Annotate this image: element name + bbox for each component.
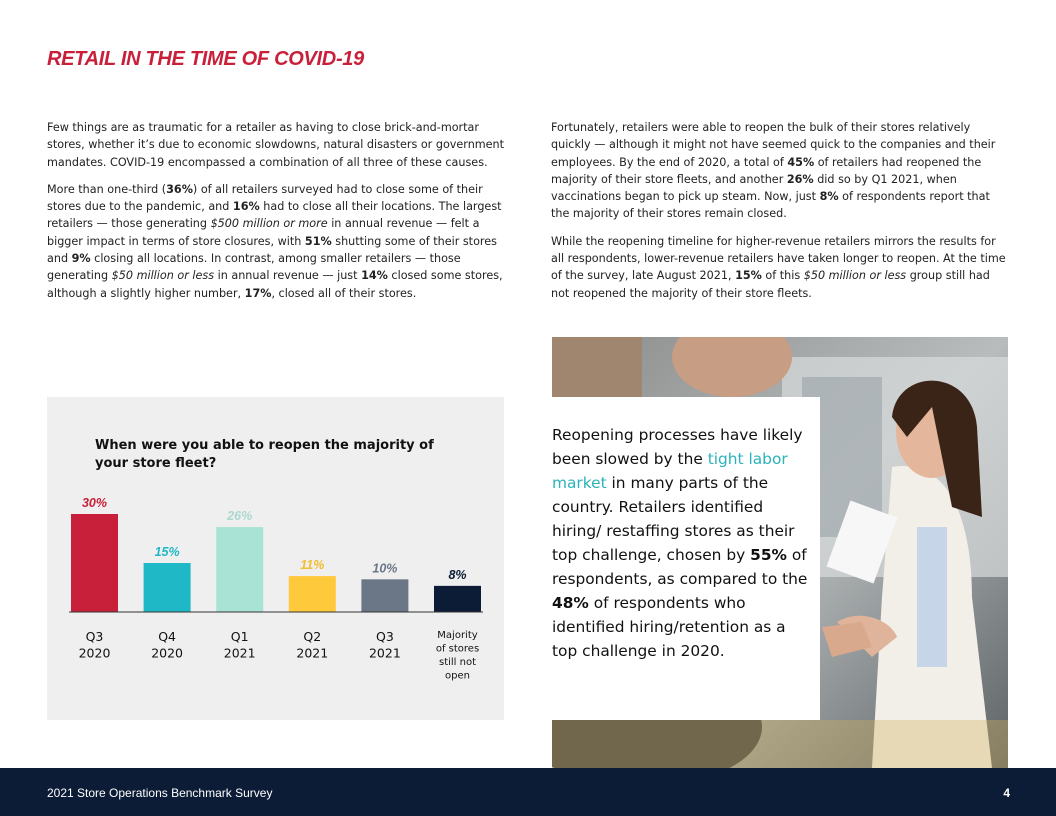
pull-quote: Reopening processes have likely been slowed by the tight labor market in many parts of the country. Retailers identified hiring/ restaffing stores as their top challenge, chosen by 55% of respondents, as compared to the 48% of respondents who identified hiring/retention as a top challenge in 2020. bbox=[552, 426, 808, 660]
bar-value-label-0: 30% bbox=[81, 496, 108, 510]
category-label-0: Q3 2020 bbox=[78, 629, 111, 661]
intro-paragraph: Few things are as traumatic for a retailer as having to close brick-and-mortar stores, whether it’s due to economic slowdowns, natural disasters or government mandates. COVID-19 encompassed a combination of all three of these causes. bbox=[47, 121, 505, 169]
pull-quote-box bbox=[552, 397, 820, 720]
revenue-paragraph: While the reopening timeline for higher-revenue retailers mirrors the results for all respondents, lower-revenue retailers have taken longer to reopen. At the time of the survey, late August 2021, 15% of this $50 million or less group still had not reopened the majority of their store fleets. bbox=[551, 234, 1006, 300]
bar-value-label-5: 8% bbox=[448, 567, 467, 582]
footer bbox=[0, 768, 1056, 816]
bar-value-label-3: 11% bbox=[300, 558, 325, 573]
bar-3 bbox=[289, 576, 336, 612]
category-label-3: Q2 2021 bbox=[296, 629, 329, 661]
category-label-4: Q3 2021 bbox=[368, 629, 401, 661]
chart-panel bbox=[47, 397, 504, 720]
reopening-paragraph: Fortunately, retailers were able to reopen the bulk of their stores relatively quickly — although it might not have seemed quick to the companies and their employees. By the end of 2020, a total of 45% of retailers had reopened the majority of their store fleets, and another 26% did so by Q1 2021, when vaccinations began to pick up steam. Now, just 8% of respondents report that the majority of their stores remain closed. bbox=[551, 121, 996, 221]
footer-title: 2021 Store Operations Benchmark Survey bbox=[47, 786, 273, 800]
left-column bbox=[47, 119, 505, 312]
bar-1 bbox=[144, 563, 191, 612]
bar-4 bbox=[361, 579, 408, 612]
closures-paragraph: More than one-third (36%) of all retailers surveyed had to close some of their stores due to the pandemic, and 16% had to close all their locations. The largest retailers — those generating $500 million or more in annual revenue — felt a bigger impact in terms of store closures, with 51% shutting some of their stores and 9% closing all locations. In contrast, among smaller retailers — those generating $50 million or less in annual revenue — just 14% closed some stores, although a slightly higher number, 17%, closed all of their stores. bbox=[47, 182, 503, 300]
right-column bbox=[551, 119, 1007, 312]
bar-2 bbox=[216, 527, 263, 612]
category-label-2: Q1 2021 bbox=[223, 629, 256, 661]
reopen-bar-chart bbox=[47, 397, 504, 720]
bar-value-label-1: 15% bbox=[154, 545, 180, 559]
category-label-5: Majority of stores still not open bbox=[435, 630, 480, 682]
page-number: 4 bbox=[1003, 786, 1010, 800]
chart-title: When were you able to reopen the majority of your store fleet? bbox=[95, 438, 434, 471]
bar-5 bbox=[434, 586, 481, 612]
bar-0 bbox=[71, 514, 118, 612]
page-title: RETAIL IN THE TIME OF COVID-19 bbox=[47, 48, 364, 70]
category-label-1: Q4 2020 bbox=[151, 629, 184, 661]
bar-value-label-2: 26% bbox=[227, 509, 253, 524]
bar-value-label-4: 10% bbox=[372, 561, 398, 576]
